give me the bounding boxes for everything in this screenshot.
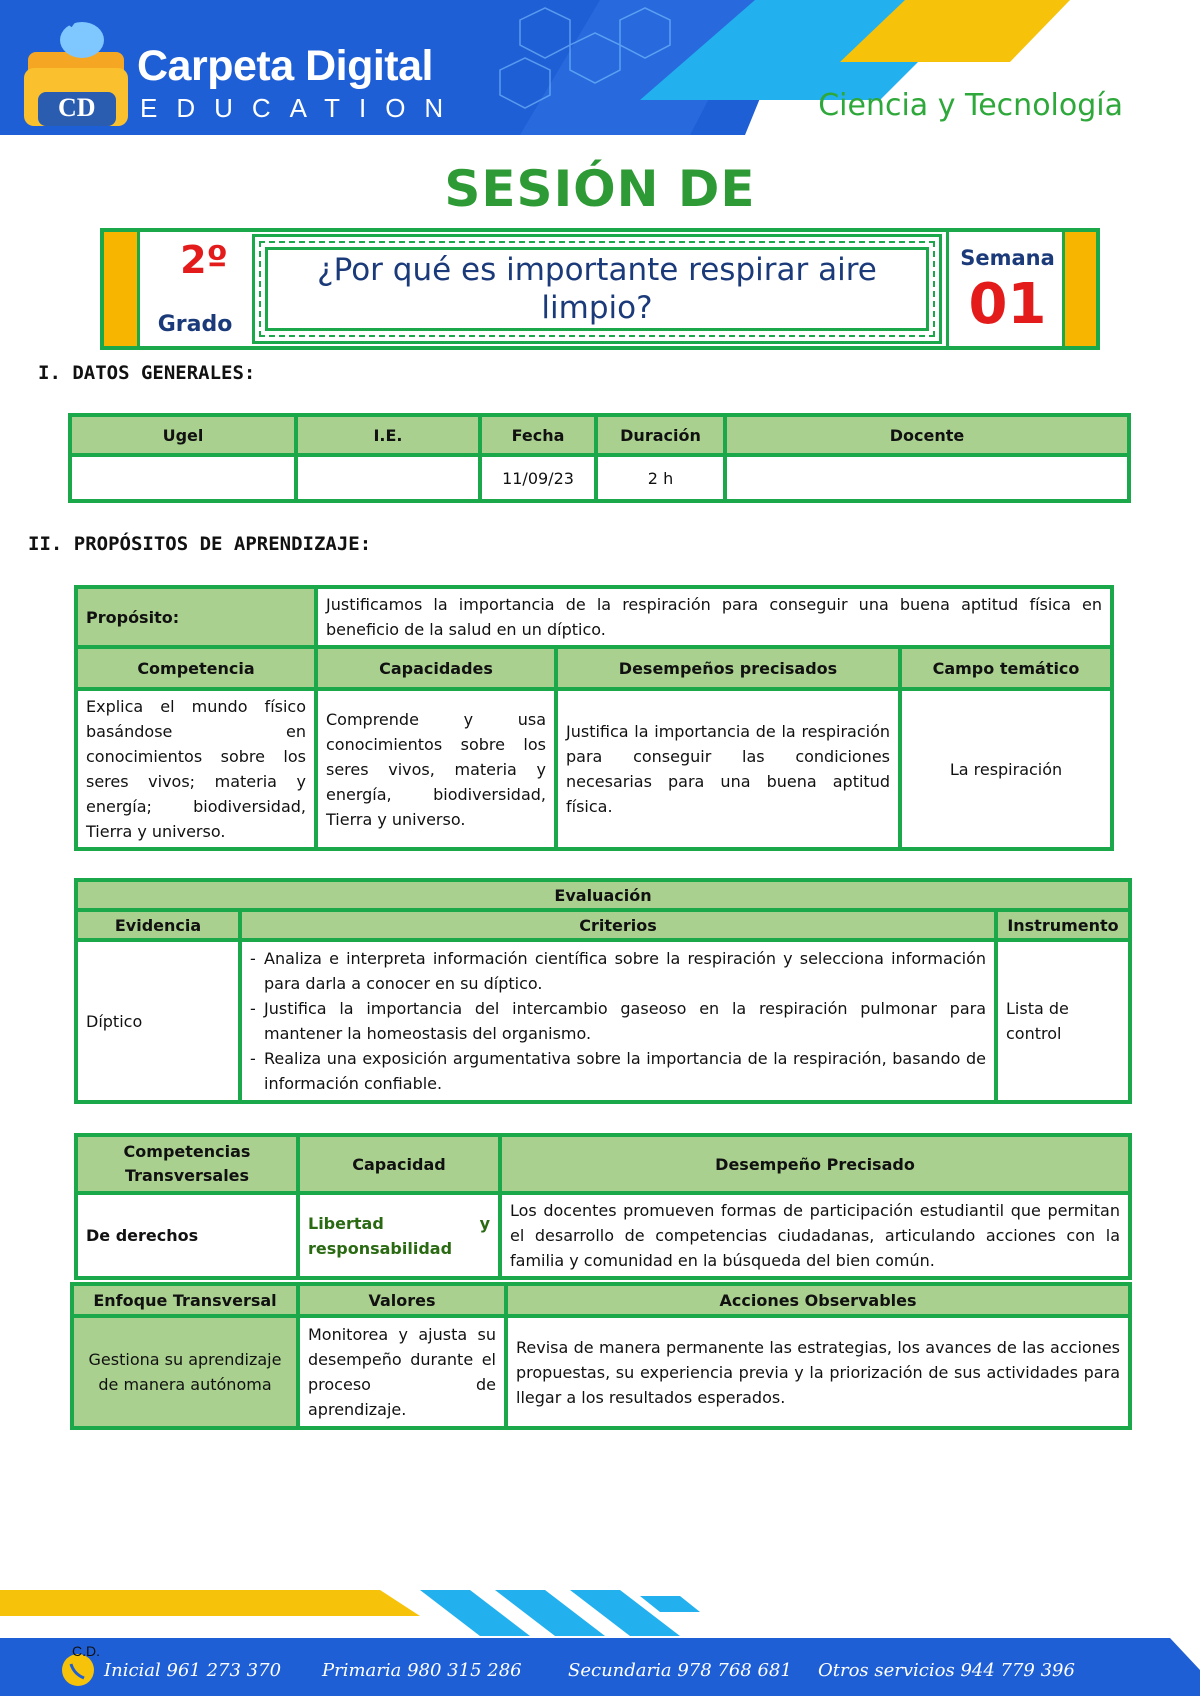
table-row bbox=[74, 1318, 1128, 1426]
session-title: SESIÓN DE bbox=[444, 160, 756, 218]
header-docente: Docente bbox=[727, 417, 1127, 453]
cell-desempeno-precisado: Los docentes promueven formas de participación estudiantil que permitan el desarrollo de competencias ciudadanas, articulando acciones con la familia y comunidad en la búsqueda del bien común. bbox=[502, 1195, 1128, 1276]
table-header-row bbox=[78, 649, 1110, 687]
table-header-row bbox=[78, 912, 1128, 938]
header-ugel: Ugel bbox=[72, 417, 294, 453]
cell-enfoque: Gestiona su aprendizaje de manera autónoma bbox=[74, 1318, 296, 1426]
cell-ie bbox=[298, 457, 478, 499]
grade-label: Grado bbox=[157, 312, 233, 337]
cell-capacidades: Comprende y usa conocimientos sobre los seres vivos, materia y energía, biodiversidad, Tierra y universo. bbox=[318, 691, 554, 847]
header-competencia: Competencia bbox=[78, 649, 314, 687]
brand-initials: CD bbox=[58, 93, 96, 122]
page-footer bbox=[0, 1588, 1200, 1696]
week-number: 01 bbox=[968, 272, 1047, 337]
grade-box bbox=[140, 232, 250, 346]
cell-evidencia: Díptico bbox=[78, 942, 238, 1100]
header-criterios: Criterios bbox=[242, 912, 994, 938]
footer-primaria: Primaria 980 315 286 bbox=[322, 1660, 522, 1681]
table-row bbox=[78, 1195, 1128, 1276]
header-campo: Campo temático bbox=[902, 649, 1110, 687]
topic-frame bbox=[252, 234, 942, 344]
table-row bbox=[78, 691, 1110, 847]
week-box bbox=[946, 232, 1066, 346]
header-competencias-transversales: Competencias Transversales bbox=[78, 1137, 296, 1191]
cell-desempenos: Justifica la importancia de la respiración para conseguir las condiciones necesarias para una buena aptitud física. bbox=[558, 691, 898, 847]
grade-number: 2º bbox=[180, 238, 228, 282]
header-fecha: Fecha bbox=[482, 417, 594, 453]
right-accent bbox=[1062, 232, 1096, 346]
table-header-row bbox=[74, 1286, 1128, 1314]
evaluacion-table bbox=[74, 878, 1132, 1104]
left-accent bbox=[104, 232, 140, 346]
subject-title: Ciencia y Tecnología bbox=[818, 88, 1123, 123]
list-item: - Justifica la importancia del intercambio gaseoso en la respiración pulmonar para mantener la homeostasis del organismo. bbox=[250, 996, 986, 1046]
header-enfoque: Enfoque Transversal bbox=[74, 1286, 296, 1314]
cell-duracion: 2 h bbox=[598, 457, 723, 499]
table-header-row bbox=[72, 417, 1127, 453]
header-acciones: Acciones Observables bbox=[508, 1286, 1128, 1314]
evaluacion-title-row bbox=[78, 882, 1128, 908]
proposito-row bbox=[78, 589, 1110, 645]
footer-secundaria: Secundaria 978 768 681 bbox=[568, 1660, 792, 1681]
cell-competencia: Explica el mundo físico basándose en conocimientos sobre los seres vivos; materia y energía; biodiversidad, Tierra y universo. bbox=[78, 691, 314, 847]
header-duracion: Duración bbox=[598, 417, 723, 453]
header-evidencia: Evidencia bbox=[78, 912, 238, 938]
brand-title: Carpeta Digital bbox=[137, 42, 433, 90]
session-topic: ¿Por qué es importante respirar aire limpio? bbox=[265, 247, 929, 331]
header-instrumento: Instrumento bbox=[998, 912, 1128, 938]
enfoque-table bbox=[70, 1282, 1132, 1430]
header-ie: I.E. bbox=[298, 417, 478, 453]
page-header bbox=[0, 0, 1200, 135]
cell-docente bbox=[727, 457, 1127, 499]
proposito-text: Justificamos la importancia de la respiración para conseguir una buena aptitud física en beneficio de la salud en un díptico. bbox=[318, 589, 1110, 645]
proposito-label: Propósito: bbox=[78, 589, 314, 645]
cell-valores: Monitorea y ajusta su desempeño durante el proceso de aprendizaje. bbox=[300, 1318, 504, 1426]
table-row bbox=[78, 942, 1128, 1100]
cell-competencia-transversal: De derechos bbox=[78, 1195, 296, 1276]
footer-otros: Otros servicios 944 779 396 bbox=[818, 1660, 1075, 1681]
section-heading-propositos: II. PROPÓSITOS DE APRENDIZAJE: bbox=[28, 533, 372, 555]
transversales-table bbox=[74, 1133, 1132, 1280]
header-desempenos: Desempeños precisados bbox=[558, 649, 898, 687]
header-capacidad: Capacidad bbox=[300, 1137, 498, 1191]
datos-generales-table bbox=[68, 413, 1131, 503]
week-label: Semana bbox=[960, 246, 1055, 270]
table-header-row bbox=[78, 1137, 1128, 1191]
section-heading-datos: I. DATOS GENERALES: bbox=[38, 362, 256, 384]
cell-criterios bbox=[242, 942, 994, 1100]
brand-subtitle: EDUCATION bbox=[140, 93, 463, 123]
footer-mark: C.D. bbox=[72, 1643, 100, 1659]
cell-ugel bbox=[72, 457, 294, 499]
header-capacidades: Capacidades bbox=[318, 649, 554, 687]
cell-acciones: Revisa de manera permanente las estrategias, los avances de las acciones propuestas, su experiencia previa y la priorización de sus actividades para llegar a los resultados esperados. bbox=[508, 1318, 1128, 1426]
cell-capacidad: Libertad y responsabilidad bbox=[300, 1195, 498, 1276]
cell-fecha: 11/09/23 bbox=[482, 457, 594, 499]
list-item: - Analiza e interpreta información científica sobre la respiración y selecciona información para darla a conocer en su díptico. bbox=[250, 946, 986, 996]
header-valores: Valores bbox=[300, 1286, 504, 1314]
header-desempeno-precisado: Desempeño Precisado bbox=[502, 1137, 1128, 1191]
list-item: - Realiza una exposición argumentativa sobre la importancia de la respiración, basando de información confiable. bbox=[250, 1046, 986, 1096]
cell-instrumento: Lista de control bbox=[998, 942, 1128, 1100]
table-row bbox=[72, 457, 1127, 499]
propositos-table bbox=[74, 585, 1114, 851]
evaluacion-title: Evaluación bbox=[78, 882, 1128, 908]
session-bar bbox=[100, 228, 1100, 350]
criterios-list bbox=[250, 946, 986, 1096]
footer-inicial: Inicial 961 273 370 bbox=[104, 1660, 282, 1681]
cell-campo: La respiración bbox=[902, 691, 1110, 847]
